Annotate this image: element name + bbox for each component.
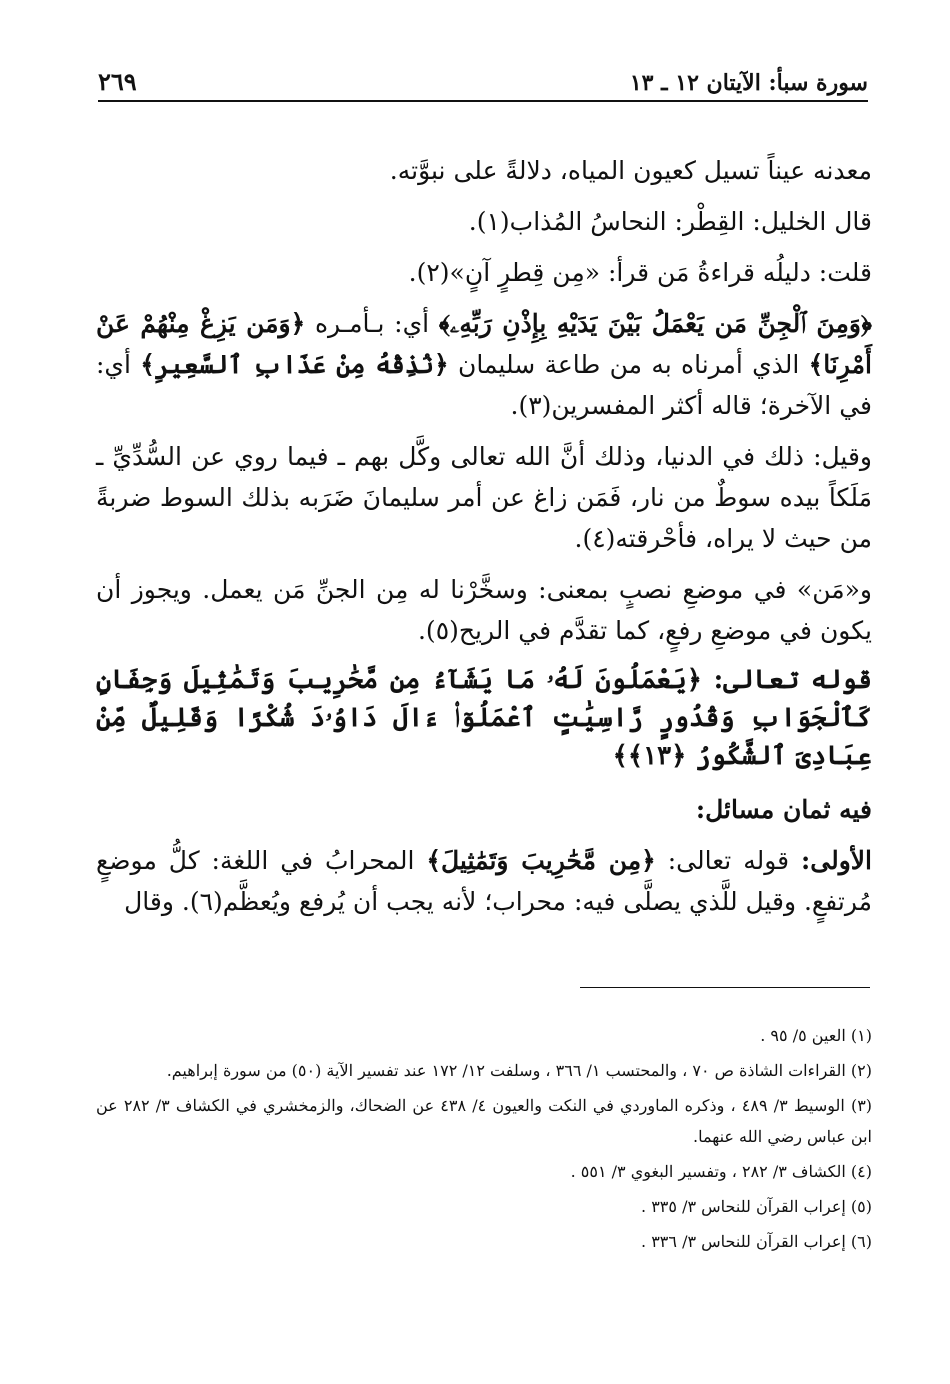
quran-verse: ﴿نُذِقْهُ مِنْ عَذَابِ ٱلسَّعِيرِ﴾ bbox=[140, 350, 449, 379]
footnote: (٣) الوسيط ٣/ ٤٨٩ ، وذكره الماوردي في النكت والعيون ٤/ ٤٣٨ عن الضحاك، والزمخشري في الكشاف ٣/ ٢٨٢ عن ابن عباس رضي الله عنهما. bbox=[96, 1096, 873, 1146]
paragraph bbox=[96, 150, 872, 191]
page-header bbox=[98, 62, 868, 102]
footnotes bbox=[96, 1020, 872, 1261]
paragraph bbox=[96, 436, 872, 559]
main-text bbox=[96, 150, 872, 932]
paragraph-text: وقيل: ذلك في الدنيا، وذلك أنَّ الله تعالى وكَّل بهم ـ فيما روي عن السُّدِّيِّ ـ مَلَكاً بيده سوطٌ من نار، فَمَن زاغ عن أمر سليمانَ ضَرَبه بذلك السوط ضربةً من حيث لا يراه، فأحْرقته(٤). bbox=[96, 442, 872, 553]
quran-verse: ﴿وَمَن يَزِغْ مِنْهُمْ عَنْ أَمْرِنَا﴾ bbox=[96, 309, 872, 379]
paragraph-text: المحرابُ في اللغة: كلُّ موضعٍ مُرتفعٍ. وقيل للَّذي يصلَّى فيه: محراب؛ لأنه يجب أن يُرفع ويُعظَّم(٦). وقال bbox=[96, 846, 872, 916]
footnote: (٤) الكشاف ٣/ ٢٨٢ ، وتفسير البغوي ٣/ ٥٥١ . bbox=[570, 1162, 872, 1181]
footnote: (٥) إعراب القرآن للنحاس ٣/ ٣٣٥ . bbox=[641, 1197, 872, 1216]
paragraph bbox=[96, 840, 872, 922]
paragraph-text: قلت: دليلُه قراءةُ مَن قرأ: «مِن قِطرٍ آنٍ»(٢). bbox=[408, 258, 872, 287]
page-number: ٢٦٩ bbox=[98, 67, 137, 96]
quran-verse: ﴿مِن مَّحَٰرِيبَ وَتَمَٰثِيلَ﴾ bbox=[426, 846, 656, 875]
paragraph-text: و«مَن» في موضعِ نصبٍ بمعنى: وسخَّرْنا له مِن الجنِّ مَن يعمل. ويجوز أن يكون في موضعِ رفعٍ، كما تقدَّم في الريح(٥). bbox=[96, 575, 872, 645]
paragraph bbox=[96, 303, 872, 426]
verse-heading bbox=[96, 661, 872, 775]
paragraph bbox=[96, 252, 872, 293]
footnote-separator bbox=[580, 987, 870, 988]
paragraph bbox=[96, 201, 872, 242]
quran-verse: ﴿يَعْمَلُونَ لَهُۥ مَا يَشَآءُ مِن مَّحَٰرِيبَ وَتَمَٰثِيلَ وَجِفَانٍ كَٱلْجَوَابِ وَقُدُورٍ رَّاسِيَٰتٍ ٱعْمَلُوٓا۟ ءَالَ دَاوُۥدَ شُكْرًا وَقَلِيلٌ مِّنْ عِبَادِىَ ٱلشَّكُورُ ﴿١٣﴾﴾ bbox=[96, 665, 872, 771]
quran-verse: ﴿وَمِنَ ٱلْجِنِّ مَن يَعْمَلُ بَيْنَ يَدَيْهِ بِإِذْنِ رَبِّهِۦ﴾ bbox=[438, 309, 872, 338]
footnote: (١) العين ٥/ ٩٥ . bbox=[760, 1026, 872, 1045]
paragraph-text: أي: بـأمـره bbox=[305, 309, 439, 338]
issue-label: الأولى: bbox=[801, 846, 872, 875]
paragraph-text: قوله تعالى: bbox=[655, 846, 802, 875]
verse-label: قوله تعالى: bbox=[702, 665, 872, 695]
paragraph-text: الذي أمرناه به من طاعة سليمان bbox=[448, 350, 809, 379]
running-title: سورة سبأ: الآيتان ١٢ ـ ١٣ bbox=[629, 70, 868, 96]
paragraph-text: أي: في الآخرة؛ قاله أكثر المفسرين(٣). bbox=[96, 350, 872, 420]
section-title bbox=[96, 789, 872, 830]
paragraph-text: قال الخليل: القِطْر: النحاسُ المُذاب(١). bbox=[468, 207, 872, 236]
footnote: (٢) القراءات الشاذة ص ٧٠ ، والمحتسب ١/ ٣٦٦ ، وسلفت ١٢/ ١٧٢ عند تفسير الآية (٥٠) من سورة إبراهيم. bbox=[166, 1061, 872, 1080]
footnote: (٦) إعراب القرآن للنحاس ٣/ ٣٣٦ . bbox=[641, 1232, 872, 1251]
paragraph-text: معدنه عيناً تسيل كعيون المياه، دلالةً على نبوَّته. bbox=[389, 156, 872, 185]
paragraph bbox=[96, 569, 872, 651]
section-title-text: فيه ثمان مسائل: bbox=[695, 795, 872, 824]
